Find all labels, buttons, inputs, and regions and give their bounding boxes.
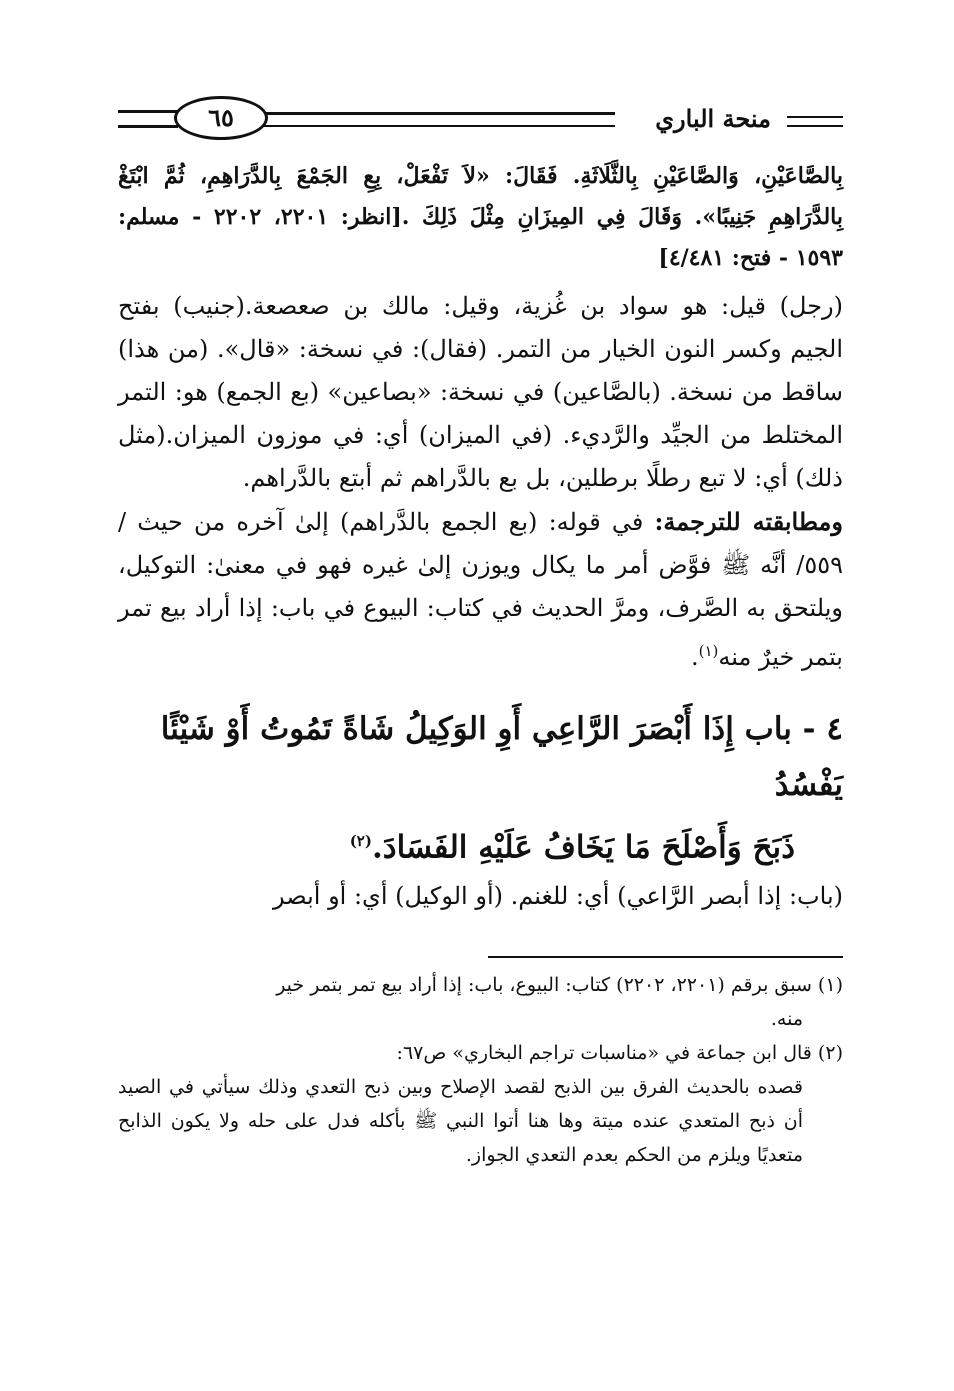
footnotes: [118, 968, 843, 1172]
footnote-1: (١) سبق برقم (٢٢٠١، ٢٢٠٢) كتاب: البيوع، باب: إذا أراد بيع تمر بتمر خير: [276, 974, 843, 997]
correspondence-lead: ومطابقته للترجمة:: [654, 507, 843, 536]
chapter-heading-line-2-text: ذَبَحَ وَأَصْلَحَ مَا يَخَافُ عَلَيْهِ الفَسَادَ.: [371, 829, 795, 866]
running-title: منحة الباري: [655, 104, 771, 133]
page-number: ٦٥: [174, 96, 268, 140]
hadith-text: بِالصَّاعَيْنِ، وَالصَّاعَيْنِ بِالثَّلَاثَةِ. فَقَالَ: «لاَ تَفْعَلْ، بِعِ الجَمْعَ بِالدَّرَاهِمِ، ثُمَّ ابْتَغْ بِالدَّرَاهِمِ جَنِيبًا». وَقَالَ فِي المِيزَانِ مِثْلَ ذَلِكَ .[انظر: ٢٢٠١، ٢٢٠٢ - مسلم: ١٥٩٣ - فتح: ٤/٤٨١]: [118, 163, 843, 271]
header-double-rule: [258, 112, 615, 127]
correspondence-text: في قوله: (بع الجمع بالدَّراهم) إلىٰ آخره من حيث /٥٥٩/ أنَّه ﷺ فوَّض أمر ما يكال ويوزن إلىٰ غيره فهو في معنىٰ: التوكيل، ويلتحق به الصَّرف، ومرَّ الحديث في كتاب: البيوع في باب: إذا أراد بيع تمر بتمر خيرٌ منه: [118, 508, 843, 671]
footnote-2: (٢) قال ابن جماعة في «مناسبات تراجم البخاري» ص٦٧:: [396, 1042, 843, 1065]
chapter-heading-line-2: [118, 813, 843, 875]
commentary-paragraph-1: (رجل) قيل: هو سواد بن غُزية، وقيل: مالك بن صعصعة.(جنيب) بفتح الجيم وكسر النون الخيار من التمر. (فقال): في نسخة: «قال». (من هذا) ساقط من نسخة. (بالصَّاعين) في نسخة: «بصاعين» (بع الجمع) هو: التمر المختلط من الجيِّد والرَّديء. (في الميزان) أي: في موزون الميزان.(مثل ذلك) أي: لا تبع رطلًا برطلين، بل بع بالدَّراهم ثم أبتع بالدَّراهم.: [118, 292, 843, 492]
period: .: [690, 643, 699, 671]
header-ornament-left: [118, 110, 178, 128]
commentary-paragraph-2: [118, 500, 843, 679]
footnote-2-body: قصده بالحديث الفرق بين الذبح لقصد الإصلاح وبين ذبح التعدي وذلك سيأتي في الصيد أن ذبح المتعدي عنده ميتة وها هنا أتوا النبي ﷺ بأكله فدل على حله ولا يكون الذابح متعديًا ويلزم من الحكم بعدم التعدي الجواز.: [118, 1076, 803, 1167]
book-page: [118, 84, 843, 1172]
footnote-separator: [488, 956, 843, 958]
page-header: [118, 84, 843, 156]
chapter-commentary: (باب: إذا أبصر الرَّاعي) أي: للغنم. (أو الوكيل) أي: أو أبصر: [273, 882, 843, 911]
footnote-ref-1: (١): [698, 642, 719, 660]
footnote-ref-2: (٢): [349, 832, 372, 850]
chapter-heading: [118, 701, 843, 875]
footnote-1-continuation: منه.: [770, 1008, 803, 1031]
chapter-heading-line-1: ٤ - باب إِذَا أَبْصَرَ الرَّاعِي أَوِ الوَكِيلُ شَاةً تَمُوتُ أَوْ شَيْئًا يَفْسُدُ: [160, 711, 843, 803]
header-ornament-right: [787, 116, 843, 127]
